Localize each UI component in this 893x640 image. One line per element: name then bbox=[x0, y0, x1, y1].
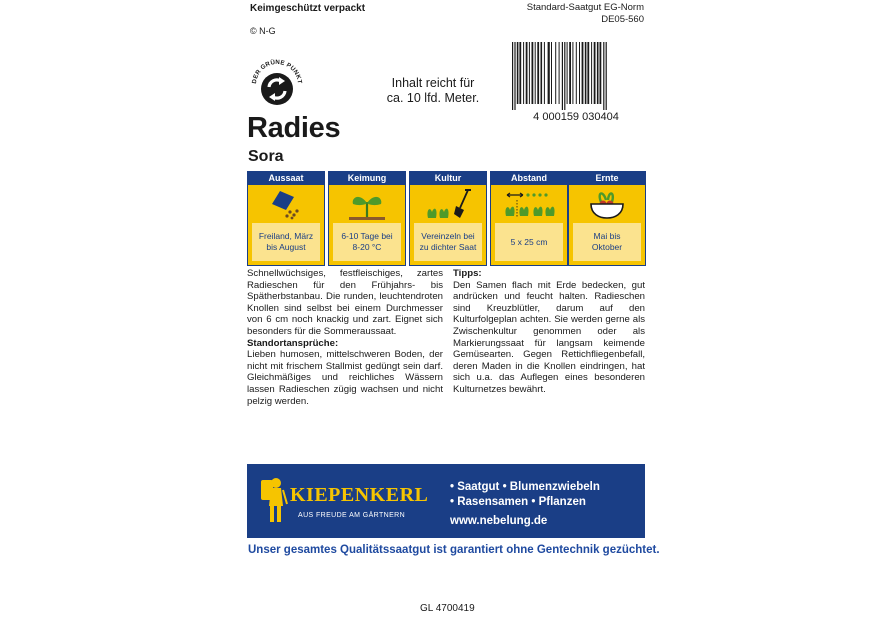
barcode-bars bbox=[512, 42, 607, 110]
stage-title: Kultur bbox=[410, 172, 486, 185]
spacing-icon bbox=[501, 188, 557, 220]
stage-title: Abstand bbox=[491, 172, 567, 185]
copyright-note: © N-G bbox=[250, 26, 276, 36]
barcode-bar bbox=[532, 42, 534, 104]
barcode-bar bbox=[514, 42, 515, 110]
stage-abstand bbox=[490, 171, 568, 266]
location-heading: Standortansprüche: bbox=[247, 337, 339, 349]
intro-text: Schnellwüchsiges, festfleischiges, zartes Radieschen für den Frühjahrs- bis Spätherbstanbau. Die runden, leuchtendroten Knollen sind selbst bei einem Durchmesser von 6 cm noch knackig und zart. Eignet sich besonders für die Sommeraussaat. bbox=[247, 268, 443, 337]
kiepenkerl-mascot-icon bbox=[257, 474, 289, 526]
stage-text: Vereinzeln bei zu dichter Saat bbox=[414, 223, 482, 261]
barcode-bar bbox=[559, 42, 560, 104]
barcode-bar bbox=[512, 42, 513, 110]
packaging-note: Keimgeschützt verpackt bbox=[250, 3, 366, 14]
product-range-line2: • Rasensamen • Pflanzen bbox=[450, 495, 586, 508]
seedling-icon bbox=[339, 188, 395, 220]
barcode-bar bbox=[572, 42, 573, 104]
brand-name: KIEPENKERL bbox=[290, 484, 429, 506]
barcode-bar bbox=[606, 42, 607, 110]
content-note-line1: Inhalt reicht für bbox=[391, 76, 475, 90]
barcode bbox=[506, 40, 646, 124]
seed-bag-icon bbox=[258, 188, 314, 220]
green-dot-icon bbox=[248, 55, 306, 113]
barcode-bar bbox=[564, 42, 565, 110]
barcode-bar bbox=[600, 42, 602, 104]
stage-ernte bbox=[568, 171, 646, 266]
stage-title: Aussaat bbox=[248, 172, 324, 185]
stage-text: 5 x 25 cm bbox=[495, 223, 563, 261]
gl-number: GL 4700419 bbox=[420, 603, 475, 614]
barcode-bar bbox=[555, 42, 556, 104]
standard-code: DE05-560 bbox=[601, 13, 644, 25]
barcode-bar bbox=[517, 42, 519, 104]
brand-slogan: AUS FREUDE AM GÄRTNERN bbox=[298, 512, 406, 519]
barcode-bar bbox=[544, 42, 545, 104]
barcode-bar bbox=[567, 42, 568, 104]
stage-keimung bbox=[328, 171, 406, 266]
content-note-line2: ca. 10 lfd. Meter. bbox=[386, 91, 480, 105]
website-link[interactable]: www.nebelung.de bbox=[450, 515, 548, 527]
harvest-bowl-icon bbox=[579, 188, 635, 220]
stage-text: Freiland, März bis August bbox=[252, 223, 320, 261]
product-range bbox=[450, 480, 600, 509]
description-left-column bbox=[247, 268, 443, 407]
product-range-line1: • Saatgut • Blumenzwiebeln bbox=[450, 481, 600, 493]
barcode-bar bbox=[537, 42, 539, 104]
location-text: Lieben humosen, mittelschweren Boden, der nicht mit frischem Stallmist gedüngt sein darf. Gleichmäßiges und reichliches Wässern lassen Radieschen zügig wachsen und nicht pelzig werden. bbox=[247, 349, 443, 407]
standard-text: Standard-Saatgut EG-Norm bbox=[526, 2, 644, 13]
product-variety: Sora bbox=[248, 148, 284, 165]
standard-info bbox=[470, 2, 644, 25]
tips-heading: Tipps: bbox=[453, 268, 482, 279]
green-dot-label: DER GRÜNE PUNKT bbox=[250, 58, 304, 85]
stage-aussaat bbox=[247, 171, 325, 266]
barcode-bar bbox=[523, 42, 524, 104]
barcode-bar bbox=[569, 42, 571, 104]
barcode-number: 4 000159 030404 bbox=[533, 111, 619, 123]
barcode-bar bbox=[551, 42, 552, 104]
tips-text: Den Samen flach mit Erde bedecken, gut andrücken und feucht halten. Radieschen sind Kreuzblütler, darum auf den Kulturfolgeplan achten. Sie werden gerne als Zwischenkultur genommen oder als Markierungssaat für langsam keimende Gemüsearten. Gegen Rettichfliegenbefall, deren Maden in die Knollen eindringen, hat sich u.a. das Auflegen eines besonderen Kulturnetzes bewährt. bbox=[453, 279, 645, 395]
barcode-bar bbox=[594, 42, 596, 104]
gmo-free-statement: Unser gesamtes Qualitätssaatgut ist garantiert ohne Gentechnik gezüchtet. bbox=[248, 544, 660, 556]
barcode-bar bbox=[591, 42, 592, 104]
barcode-bar bbox=[587, 42, 589, 104]
barcode-bar bbox=[579, 42, 580, 104]
barcode-bar bbox=[576, 42, 577, 104]
product-title: Radies bbox=[247, 112, 341, 144]
barcode-bar bbox=[535, 42, 536, 104]
barcode-bar bbox=[603, 42, 604, 110]
barcode-bar bbox=[562, 42, 563, 110]
barcode-bar bbox=[585, 42, 587, 104]
stage-text: 6-10 Tage bei 8-20 °C bbox=[333, 223, 401, 261]
description-right-column bbox=[453, 268, 645, 396]
content-note bbox=[354, 76, 512, 106]
barcode-bar bbox=[519, 42, 521, 104]
stage-title: Keimung bbox=[329, 172, 405, 185]
barcode-bar bbox=[541, 42, 543, 104]
barcode-bar bbox=[548, 42, 550, 104]
barcode-bar bbox=[582, 42, 584, 104]
stage-title: Ernte bbox=[569, 172, 645, 185]
stage-text: Mai bis Oktober bbox=[573, 223, 641, 261]
spade-plants-icon bbox=[420, 188, 476, 220]
barcode-bar bbox=[597, 42, 599, 104]
barcode-bar bbox=[529, 42, 530, 104]
stage-kultur bbox=[409, 171, 487, 266]
barcode-bar bbox=[526, 42, 528, 104]
